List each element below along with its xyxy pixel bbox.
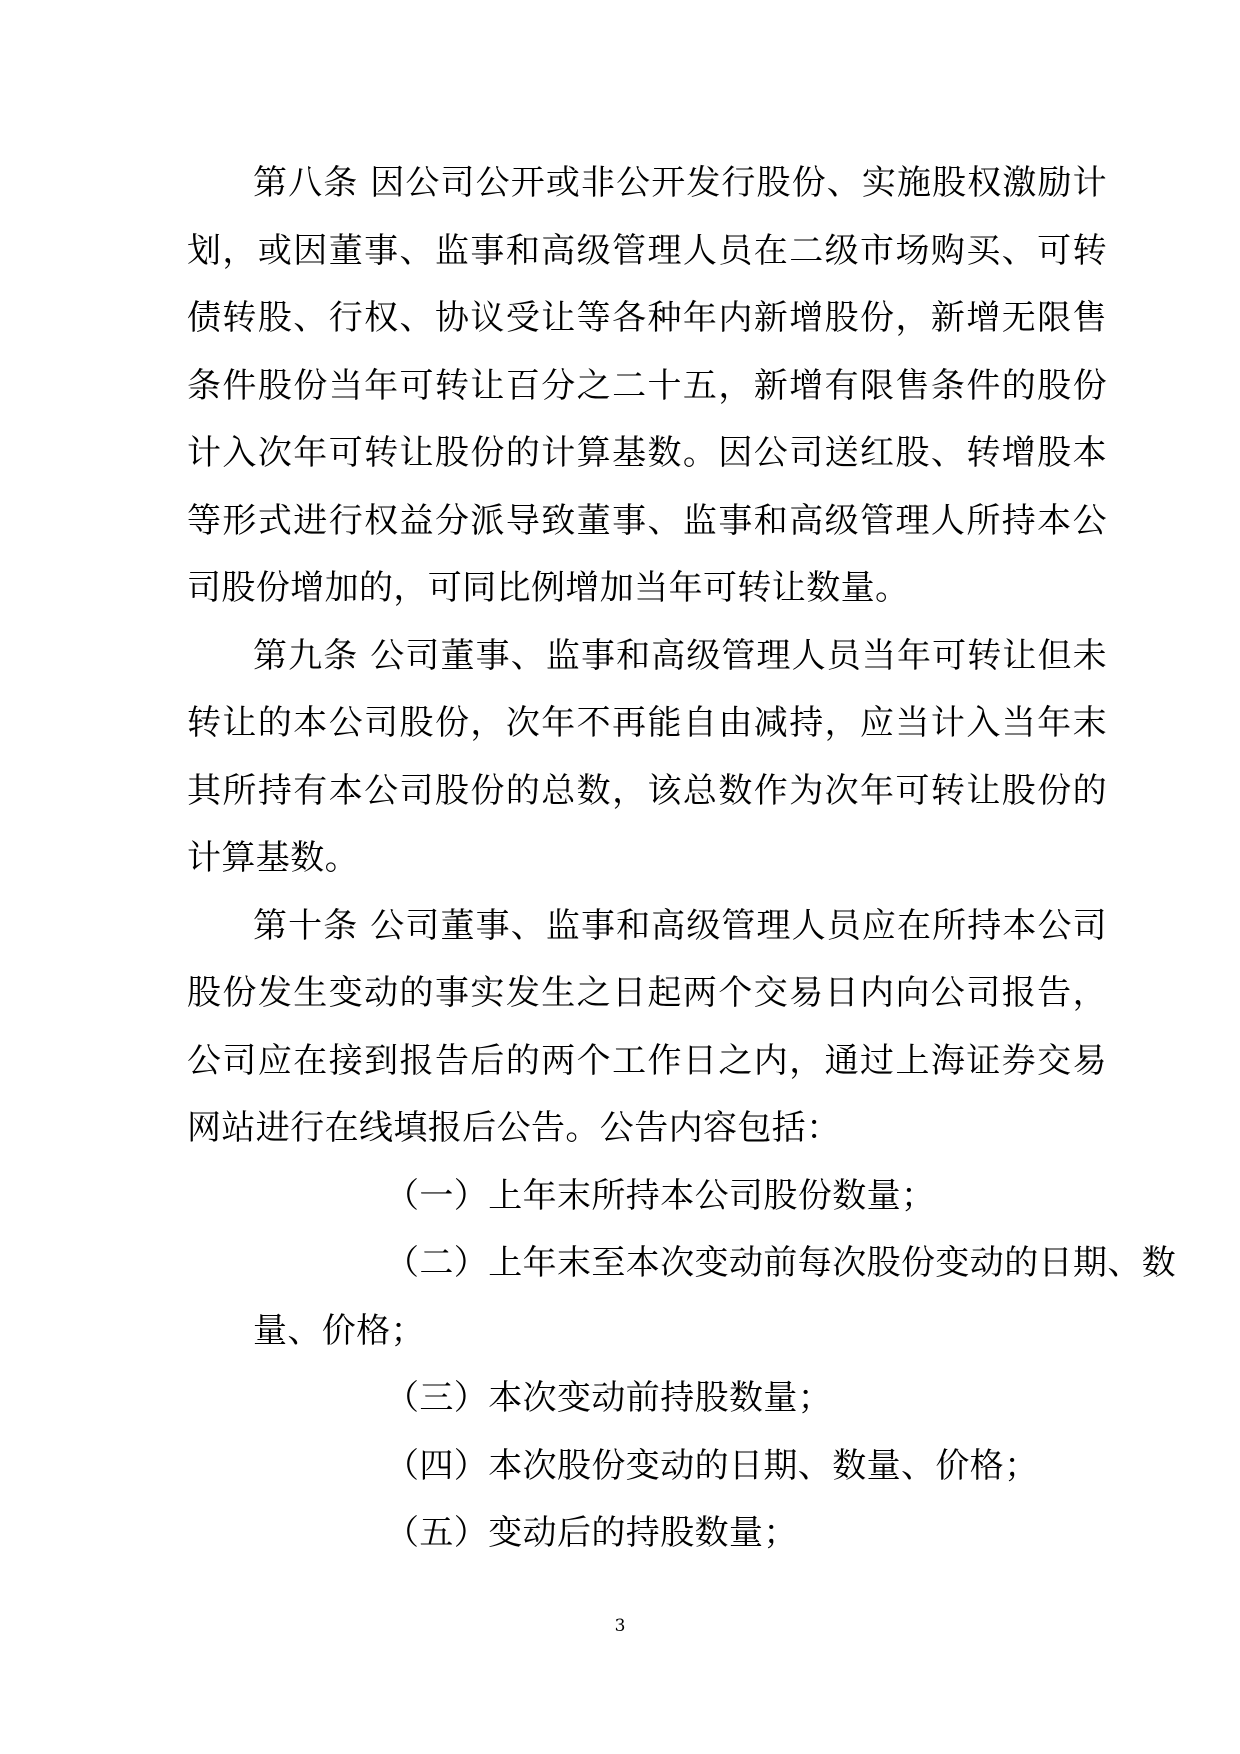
list-item-marker: （四） [385, 1445, 489, 1486]
list-item-text: 上年末至本次变动前每次股份变动的日期、数 [488, 1243, 1177, 1283]
list-item [187, 1500, 1107, 1568]
list-item [187, 1433, 1107, 1501]
article-8: 第八条 因公司公开或非公开发行股份、实施股权激励计划，或因董事、监事和高级管理人员在二级市场购买、可转债转股、行权、协议受让等各种年内新增股份，新增无限售条件股份当年可转让百分之二十五，新增有限售条件的股份计入次年可转让股份的计算基数。因公司送红股、转增股本等形式进行权益分派导致董事、监事和高级管理人所持本公司股份增加的，可同比例增加当年可转让数量。 [187, 163, 1107, 608]
list-item [187, 1365, 1107, 1433]
page-number: 3 [614, 1616, 626, 1636]
article-9: 第九条 公司董事、监事和高级管理人员当年可转让但未转让的本公司股份，次年不再能自由减持，应当计入当年末其所持有本公司股份的总数，该总数作为次年可转让股份的计算基数。 [187, 635, 1107, 878]
list-item-text-continuation: 量、价格； [253, 1310, 425, 1351]
list-item-marker: （二） [385, 1243, 489, 1283]
announcement-content-list [187, 1163, 1177, 1568]
list-item-marker: （一） [385, 1175, 489, 1216]
list-item-text: 本次变动前持股数量； [488, 1378, 833, 1418]
list-item-continuation [187, 1298, 1107, 1366]
list-item-text: 本次股份变动的日期、数量、价格； [488, 1445, 1039, 1486]
list-item [187, 1163, 1107, 1231]
document-body [187, 150, 1177, 1568]
list-item-marker: （五） [385, 1513, 489, 1553]
article-10: 第十条 公司董事、监事和高级管理人员应在所持本公司股份发生变动的事实发生之日起两个交易日内向公司报告，公司应在接到报告后的两个工作日之内，通过上海证券交易网站进行在线填报后公告。公告内容包括： [187, 905, 1107, 1148]
list-item-text: 上年末所持本公司股份数量； [488, 1175, 936, 1216]
list-item [187, 1230, 1177, 1298]
list-item-marker: （三） [385, 1378, 489, 1418]
list-item-text: 变动后的持股数量； [488, 1513, 798, 1553]
